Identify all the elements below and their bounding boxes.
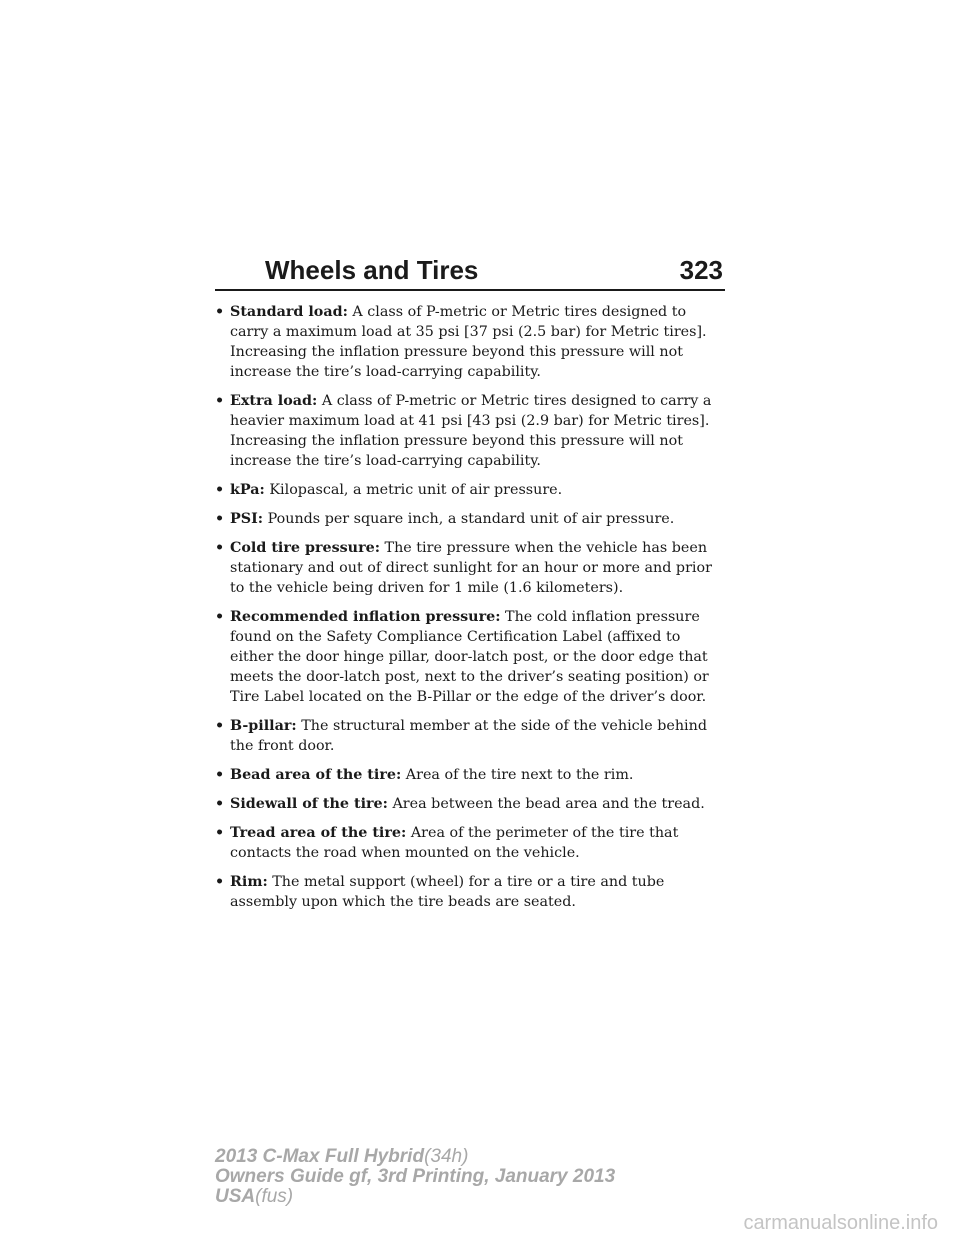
definition-term: B-pillar: (230, 718, 297, 734)
definition-text: The cold inflation pressure found on the Safety Compliance Certification Label (affixed to either the door hinge pillar, door-latch post, or the door edge that meets the door-latch post, next to the driver’s seating position) or Tire Label located on the B-Pillar or the edge of the driver’s door. (230, 609, 709, 705)
definition-text: A class of P-metric or Metric tires designed to carry a maximum load at 35 psi [37 psi (2.5 bar) for Metric tires]. Increasing the inflation pressure beyond this pressure will not increase the tire’s load-carrying capability. (230, 304, 707, 380)
list-item (215, 607, 725, 707)
list-item (215, 302, 725, 382)
page-number: 323 (679, 255, 723, 285)
bullet-icon: • (215, 393, 225, 409)
footer-market-line (215, 1187, 615, 1207)
definition-term: Sidewall of the tire: (230, 796, 388, 812)
section-title: Wheels and Tires (265, 255, 479, 285)
list-item (215, 509, 725, 529)
list-item (215, 823, 725, 863)
bullet-icon: • (215, 825, 225, 841)
footer-market-code: (fus) (255, 1186, 294, 1207)
bullet-icon: • (215, 609, 225, 625)
definition-text: Kilopascal, a metric unit of air pressure. (269, 482, 563, 498)
list-item (215, 765, 725, 785)
definition-term: Rim: (230, 874, 268, 890)
bullet-icon: • (215, 511, 225, 527)
footer-model-code: (34h) (424, 1146, 469, 1167)
footer-model-line (215, 1147, 615, 1167)
definition-term: Tread area of the tire: (230, 825, 407, 841)
definition-term: kPa: (230, 482, 265, 498)
page-header (215, 255, 725, 295)
definition-term: PSI: (230, 511, 264, 527)
definition-term: Standard load: (230, 304, 348, 320)
bullet-icon: • (215, 796, 225, 812)
definition-text: Area of the tire next to the rim. (405, 767, 634, 783)
list-item (215, 538, 725, 598)
bullet-icon: • (215, 482, 225, 498)
list-item (215, 480, 725, 500)
header-divider (215, 289, 725, 291)
definition-text: The structural member at the side of the vehicle behind the front door. (230, 718, 707, 754)
footer-market: USA (215, 1186, 256, 1207)
list-item (215, 872, 725, 912)
definition-text: Pounds per square inch, a standard unit of air pressure. (267, 511, 675, 527)
definition-term: Cold tire pressure: (230, 540, 380, 556)
bullet-icon: • (215, 767, 225, 783)
definition-text: Area between the bead area and the tread. (392, 796, 705, 812)
definition-term: Recommended inflation pressure: (230, 609, 501, 625)
definition-text: The metal support (wheel) for a tire or a tire and tube assembly upon which the tire beads are seated. (230, 874, 665, 910)
definitions-list (215, 302, 725, 921)
bullet-icon: • (215, 540, 225, 556)
list-item (215, 716, 725, 756)
definition-term: Extra load: (230, 393, 318, 409)
bullet-icon: • (215, 874, 225, 890)
definition-term: Bead area of the tire: (230, 767, 402, 783)
list-item (215, 794, 725, 814)
definition-text: The tire pressure when the vehicle has been stationary and out of direct sunlight for an hour or more and prior to the vehicle being driven for 1 mile (1.6 kilometers). (230, 540, 712, 596)
definition-text: Area of the perimeter of the tire that contacts the road when mounted on the vehicle. (230, 825, 679, 861)
list-item (215, 391, 725, 471)
bullet-icon: • (215, 718, 225, 734)
footer-model: 2013 C-Max Full Hybrid (215, 1146, 425, 1167)
definition-text: A class of P-metric or Metric tires designed to carry a heavier maximum load at 41 psi [43 psi (2.9 bar) for Metric tires]. Increasing the inflation pressure beyond this pressure will not increase the tire’s load-carrying capability. (230, 393, 712, 469)
site-watermark: carmanualsonline.info (743, 1212, 938, 1234)
footer-printing-line: Owners Guide gf, 3rd Printing, January 2013 (215, 1166, 616, 1187)
publication-footer (215, 1147, 615, 1207)
bullet-icon: • (215, 304, 225, 320)
